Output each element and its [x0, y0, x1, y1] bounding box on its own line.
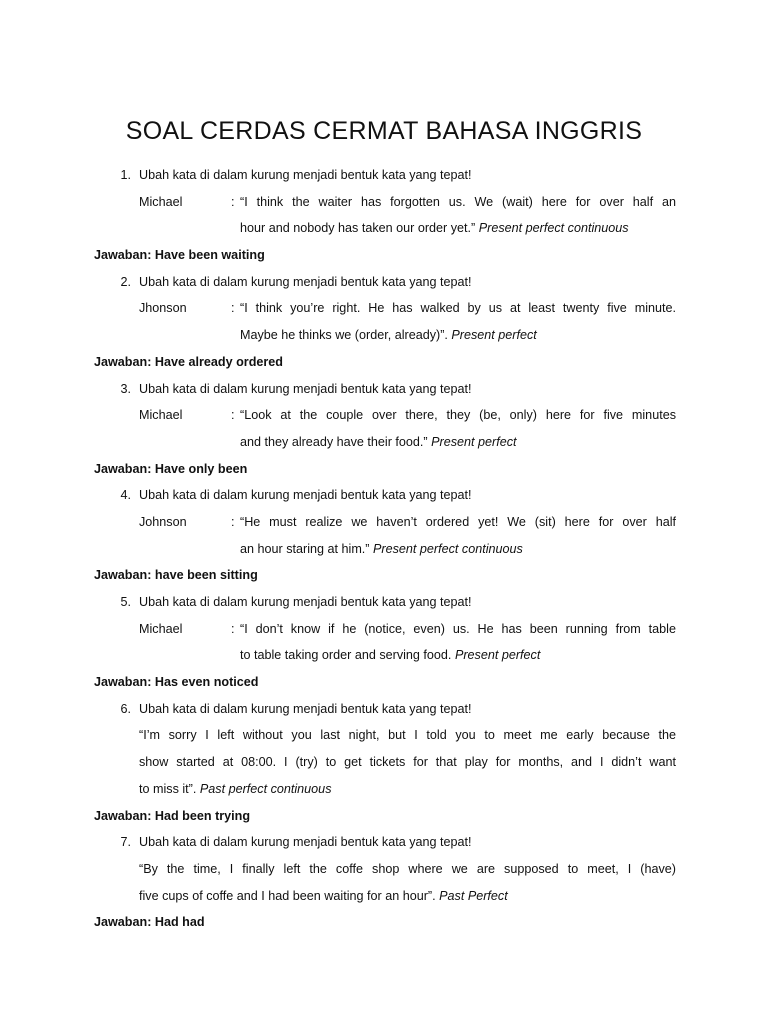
colon: : [231, 301, 235, 316]
question-instruction: Ubah kata di dalam kurung menjadi bentuk kata yang tepat! [139, 168, 472, 182]
speaker-name: Michael [139, 194, 183, 209]
dialogue [94, 295, 676, 348]
question-number: 7. [120, 835, 131, 850]
colon: : [231, 194, 235, 209]
question-list [94, 162, 676, 936]
speech-line: Maybe he thinks we (order, already)”. Present perfect [240, 328, 537, 343]
tense-label: Past Perfect [439, 888, 508, 903]
speech-text [240, 295, 676, 348]
speaker-name: Johnson [139, 514, 187, 529]
speech-text [240, 616, 676, 669]
question-number: 5. [120, 595, 131, 609]
question-instruction: Ubah kata di dalam kurung menjadi bentuk kata yang tepat! [139, 701, 472, 716]
question-number: 1. [120, 168, 131, 182]
tense-label: Present perfect continuous [373, 541, 523, 556]
question-instruction: Ubah kata di dalam kurung menjadi bentuk kata yang tepat! [139, 488, 472, 503]
speech-line: hour and nobody has taken our order yet.” Present perfect continuous [240, 221, 629, 236]
answer-5: Jawaban: Has even noticed [94, 675, 259, 690]
speech-line: “I don’t know if he (notice, even) us. He has been running from table [240, 621, 676, 636]
question-instruction: Ubah kata di dalam kurung menjadi bentuk kata yang tepat! [139, 274, 472, 289]
answer-4: Jawaban: have been sitting [94, 568, 258, 583]
speech-text [240, 402, 676, 455]
question-number: 6. [120, 701, 131, 716]
tense-label: Past perfect continuous [199, 781, 332, 796]
answer-7: Jawaban: Had had [94, 915, 205, 930]
question-1 [94, 162, 676, 242]
speech-line: to table taking order and serving food. Present perfect [240, 648, 541, 663]
speech-line: “I think the waiter has forgotten us. We (wait) here for over half an [240, 194, 676, 209]
narrative-text [94, 856, 676, 909]
narrative-line: “I’m sorry I left without you last night, but I told you to meet me early because the [139, 728, 676, 743]
speaker-name: Jhonson [139, 301, 187, 316]
question-6 [94, 696, 676, 803]
speech-line: “I think you’re right. He has walked by us at least twenty five minute. [240, 301, 676, 316]
narrative-line: to miss it”. Past perfect continuous [139, 781, 332, 796]
speech-text [240, 189, 676, 242]
answer-3: Jawaban: Have only been [94, 461, 248, 476]
answer-1: Jawaban: Have been waiting [94, 248, 265, 263]
colon: : [231, 408, 235, 423]
narrative-line: five cups of coffe and I had been waiting for an hour”. Past Perfect [139, 888, 508, 903]
dialogue [94, 509, 676, 562]
colon: : [231, 514, 235, 529]
tense-label: Present perfect [451, 328, 537, 343]
question-instruction: Ubah kata di dalam kurung menjadi bentuk kata yang tepat! [139, 595, 472, 609]
speech-text [240, 509, 676, 562]
speech-line: “Look at the couple over there, they (be, only) here for five minutes [240, 408, 676, 423]
question-2 [94, 269, 676, 349]
question-number: 4. [120, 488, 131, 503]
dialogue [94, 402, 676, 455]
speaker-name: Michael [139, 621, 183, 636]
tense-label: Present perfect continuous [478, 221, 629, 236]
speaker-name: Michael [139, 408, 183, 423]
question-3 [94, 376, 676, 456]
speech-line: an hour staring at him.” Present perfect continuous [240, 541, 523, 556]
tense-label: Present perfect [454, 648, 541, 663]
question-instruction: Ubah kata di dalam kurung menjadi bentuk kata yang tepat! [139, 835, 472, 850]
page-title: SOAL CERDAS CERMAT BAHASA INGGRIS [125, 117, 643, 145]
answer-6: Jawaban: Had been trying [94, 808, 251, 823]
narrative-text [94, 722, 676, 802]
question-7 [94, 829, 676, 909]
question-5 [94, 589, 676, 669]
question-number: 2. [120, 274, 131, 289]
narrative-line: show started at 08:00. I (try) to get tickets for that play for months, and I didn’t want [139, 755, 676, 770]
question-4 [94, 482, 676, 562]
question-number: 3. [120, 381, 131, 396]
question-instruction: Ubah kata di dalam kurung menjadi bentuk kata yang tepat! [139, 381, 472, 396]
answer-2: Jawaban: Have already ordered [94, 354, 283, 369]
tense-label: Present perfect [431, 434, 517, 449]
speech-line: and they already have their food.” Present perfect [240, 434, 517, 449]
speech-line: “He must realize we haven’t ordered yet! We (sit) here for over half [240, 514, 676, 529]
dialogue [94, 189, 676, 242]
colon: : [231, 621, 235, 636]
dialogue [94, 616, 676, 669]
narrative-line: “By the time, I finally left the coffe shop where we are supposed to meet, I (have) [139, 861, 676, 876]
